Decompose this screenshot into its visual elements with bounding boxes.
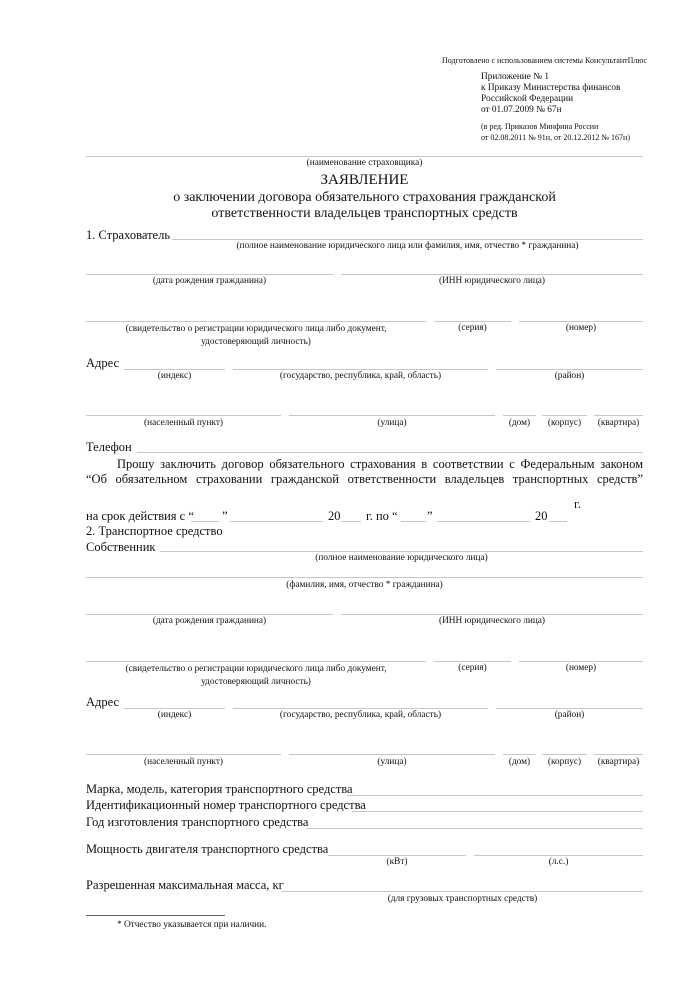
address-index-field[interactable] bbox=[124, 369, 225, 370]
owner-dob-field[interactable] bbox=[86, 614, 333, 615]
index-caption: (индекс) bbox=[157, 710, 192, 720]
owner-index-field[interactable] bbox=[124, 708, 225, 709]
make-label: Марка, модель, категория транспортного средства bbox=[86, 782, 353, 796]
owner-inn-field[interactable] bbox=[341, 614, 643, 615]
start-day-field[interactable] bbox=[191, 521, 219, 522]
subtitle-line: о заключении договора обязательного страхования гражданской bbox=[173, 190, 556, 205]
end-day-field[interactable] bbox=[401, 521, 426, 522]
prepared-note: Подготовлено с использованием системы КонсультантПлюс bbox=[442, 56, 647, 65]
cert-caption-line: удостоверяющий личность) bbox=[201, 337, 311, 347]
address-district-field[interactable] bbox=[496, 369, 643, 370]
insurer-caption: (наименование страховщика) bbox=[306, 158, 423, 168]
owner-building-field[interactable] bbox=[542, 754, 587, 755]
owner-locality-field[interactable] bbox=[86, 754, 281, 755]
flat-caption: (квартира) bbox=[597, 418, 640, 428]
footnote-separator bbox=[86, 915, 225, 916]
edition-line: (в ред. Приказов Минфина России bbox=[481, 122, 599, 131]
year-field[interactable] bbox=[306, 828, 643, 829]
address-label: Адрес bbox=[86, 695, 120, 709]
owner-fio-field[interactable] bbox=[86, 577, 643, 578]
inn-caption: (ИНН юридического лица) bbox=[438, 616, 546, 626]
number-caption: (номер) bbox=[565, 323, 597, 333]
start-year-field[interactable] bbox=[341, 521, 361, 522]
section-2-label: 2. Транспортное средство bbox=[86, 524, 223, 538]
cert-caption bbox=[86, 663, 426, 689]
address-label: Адрес bbox=[86, 356, 120, 370]
district-caption: (район) bbox=[554, 710, 585, 720]
mass-caption: (для грузовых транспортных средств) bbox=[387, 894, 538, 904]
dob-caption: (дата рождения гражданина) bbox=[152, 616, 267, 626]
cert-caption-line: (свидетельство о регистрации юридического лица либо документ, bbox=[125, 664, 387, 674]
insured-name-caption: (полное наименование юридического лица или фамилия, имя, отчество * гражданина) bbox=[236, 241, 579, 251]
house-caption: (дом) bbox=[508, 757, 531, 767]
address-house-field[interactable] bbox=[503, 415, 536, 416]
number-caption: (номер) bbox=[565, 663, 597, 673]
owner-district-field[interactable] bbox=[496, 708, 643, 709]
hp-caption: (л.с.) bbox=[548, 857, 569, 867]
dob-caption: (дата рождения гражданина) bbox=[152, 276, 267, 286]
cert-caption-line: (свидетельство о регистрации юридического лица либо документ, bbox=[125, 324, 387, 334]
make-field[interactable] bbox=[347, 795, 643, 796]
insured-name-field[interactable] bbox=[172, 239, 643, 240]
street-caption: (улица) bbox=[377, 757, 407, 767]
power-hp-field[interactable] bbox=[474, 855, 643, 856]
building-caption: (корпус) bbox=[547, 757, 582, 767]
insurer-line[interactable] bbox=[86, 156, 643, 157]
request-line-1: Прошу заключить договор обязательного страхования в соответствии с Федеральным законом bbox=[117, 457, 643, 471]
owner-flat-field[interactable] bbox=[594, 754, 643, 755]
mass-label: Разрешенная максимальная масса, кг bbox=[86, 878, 284, 892]
owner-region-field[interactable] bbox=[233, 708, 488, 709]
inn-caption: (ИНН юридического лица) bbox=[438, 276, 546, 286]
insured-number-field[interactable] bbox=[519, 321, 643, 322]
address-locality-field[interactable] bbox=[86, 415, 281, 416]
address-flat-field[interactable] bbox=[594, 415, 643, 416]
owner-house-field[interactable] bbox=[503, 754, 536, 755]
insured-series-field[interactable] bbox=[434, 321, 511, 322]
phone-label: Телефон bbox=[86, 440, 132, 454]
power-kw-field[interactable] bbox=[328, 855, 466, 856]
series-caption: (серия) bbox=[458, 323, 487, 333]
request-line-2: “Об обязательном страховании гражданской ответственности владельцев транспортных средств” bbox=[86, 472, 643, 486]
locality-caption: (населенный пункт) bbox=[144, 418, 223, 428]
power-label: Мощность двигателя транспортного средства bbox=[86, 842, 329, 856]
year-prefix: 20 bbox=[535, 509, 548, 523]
house-caption: (дом) bbox=[508, 418, 531, 428]
page-subtitle bbox=[86, 190, 643, 222]
appendix-line: к Приказу Министерства финансов bbox=[481, 83, 621, 93]
kw-caption: (кВт) bbox=[386, 857, 408, 867]
year-suffix: г. bbox=[574, 497, 581, 511]
address-region-field[interactable] bbox=[233, 369, 488, 370]
phone-field[interactable] bbox=[137, 452, 643, 453]
insured-dob-field[interactable] bbox=[86, 274, 333, 275]
appendix-line: Приложение № 1 bbox=[481, 72, 550, 82]
fio-caption: (фамилия, имя, отчество * гражданина) bbox=[286, 580, 443, 590]
insured-inn-field[interactable] bbox=[341, 274, 643, 275]
cert-caption-line: удостоверяющий личность) bbox=[201, 677, 311, 687]
owner-caption: (полное наименование юридического лица) bbox=[315, 553, 488, 563]
year-label: Год изготовления транспортного средства bbox=[86, 815, 309, 829]
region-caption: (государство, республика, край, область) bbox=[279, 371, 442, 381]
quote-close: ” bbox=[222, 509, 228, 523]
appendix-block bbox=[481, 72, 691, 116]
flat-caption: (квартира) bbox=[597, 757, 640, 767]
year-prefix: 20 bbox=[328, 509, 341, 523]
building-caption: (корпус) bbox=[547, 418, 582, 428]
region-caption: (государство, республика, край, область) bbox=[279, 710, 442, 720]
subtitle-line: ответственности владельцев транспортных средств bbox=[211, 206, 518, 221]
quote-close: ” bbox=[427, 509, 433, 523]
series-caption: (серия) bbox=[458, 663, 487, 673]
street-caption: (улица) bbox=[377, 418, 407, 428]
end-year-field[interactable] bbox=[549, 521, 567, 522]
period-prefix: на срок действия с “ bbox=[86, 509, 194, 523]
vin-label: Идентификационный номер транспортного средства bbox=[86, 798, 366, 812]
owner-cert-field[interactable] bbox=[86, 661, 426, 662]
footnote: * Отчество указывается при наличии. bbox=[117, 920, 267, 930]
appendix-line: от 01.07.2009 № 67н bbox=[481, 105, 562, 115]
mass-field[interactable] bbox=[282, 891, 643, 892]
section-1-label: 1. Страхователь bbox=[86, 228, 171, 242]
cert-caption bbox=[86, 323, 426, 349]
vin-field[interactable] bbox=[352, 811, 643, 812]
address-street-field[interactable] bbox=[289, 415, 495, 416]
index-caption: (индекс) bbox=[157, 371, 192, 381]
address-building-field[interactable] bbox=[542, 415, 587, 416]
page-title: ЗАЯВЛЕНИЕ bbox=[320, 172, 409, 188]
owner-number-field[interactable] bbox=[519, 661, 643, 662]
edition-line: от 02.08.2011 № 91н, от 20.12.2012 № 167н) bbox=[481, 133, 630, 142]
owner-label: Собственник bbox=[86, 540, 156, 554]
insured-cert-field[interactable] bbox=[86, 321, 426, 322]
start-month-field[interactable] bbox=[230, 521, 323, 522]
owner-name-field[interactable] bbox=[160, 551, 643, 552]
edition-block bbox=[481, 121, 630, 143]
district-caption: (район) bbox=[554, 371, 585, 381]
end-month-field[interactable] bbox=[437, 521, 530, 522]
owner-street-field[interactable] bbox=[289, 754, 495, 755]
owner-series-field[interactable] bbox=[434, 661, 511, 662]
period-to: г. по “ bbox=[366, 509, 398, 523]
locality-caption: (населенный пункт) bbox=[144, 757, 223, 767]
appendix-line: Российской Федерации bbox=[481, 94, 574, 104]
